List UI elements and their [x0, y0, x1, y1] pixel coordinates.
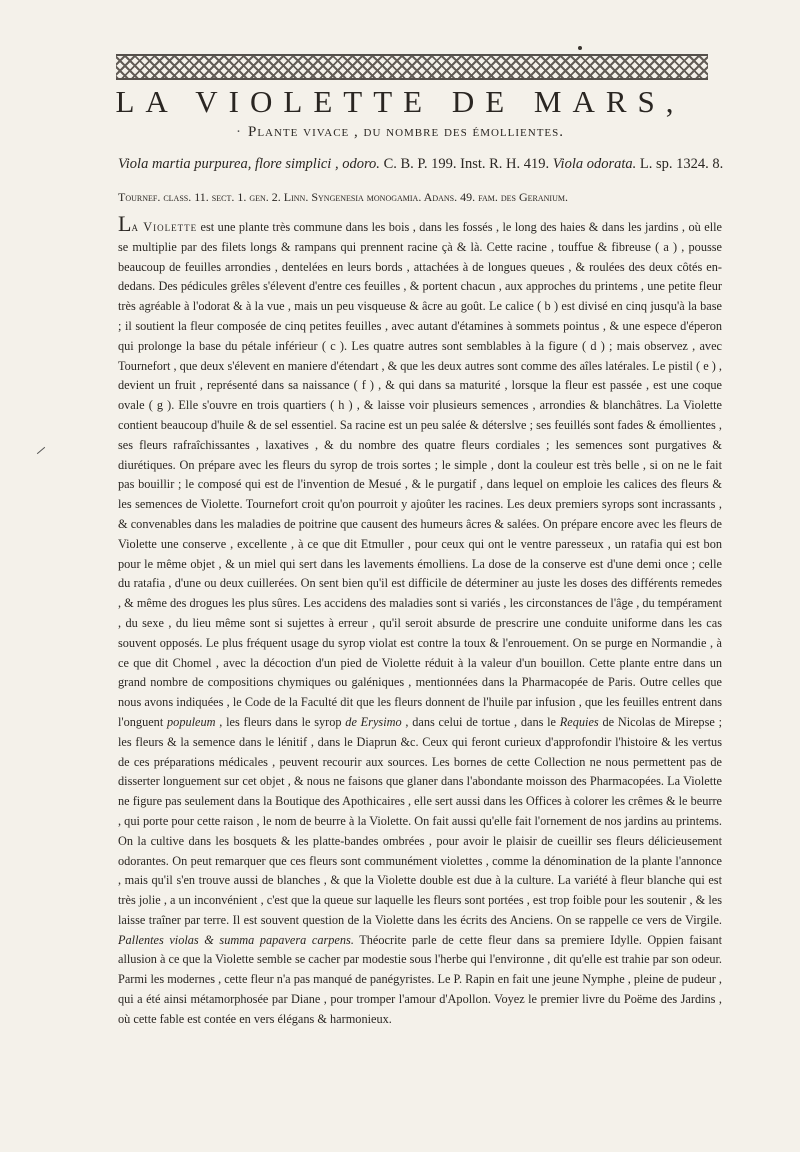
page-subtitle: [0, 124, 800, 141]
subtitle-text: Plante vivace , du nombre des émollientes.: [247, 124, 564, 140]
emphasis-populeum: populeum: [167, 714, 216, 729]
synonym-name-2: Viola odorata.: [552, 156, 637, 172]
synonym-name-1: Viola martia purpurea, flore simplici , odoro.: [118, 156, 380, 172]
body-text-1: est une plante très commune dans les bois , dans les fossés , le long des haies & dans les jardins , où elle se multiplie par des filets longs & rampans qui prennent racine çà & là. Cette racine , touffue & fibreuse ( a ) , pousse beaucoup de feuilles arrondies , dentelées en leurs bords , attachées à de longues queues , & roulées des deux côtés en-dedans. Des pédicules grêles s'élevent d'entre ces feuilles , & portent chacun , aux approches du printems , une petite fleur très agréable à l'odorat & à la vue , mais un peu visqueuse & âcre au goût. Le calice ( b ) est divisé en cinq jusqu'à la base ; il soutient la fleur composée de cinq petites feuilles , avec autant d'étamines à sommets pointus , & une espece d'éperon qui prolonge la base du pétale inférieur ( c ). Les quatre autres sont semblables à la figure ( d ) ; mais observez , avec Tournefort , que deux s'élevent en maniere d'étendart , & que les deux autres sont comme des aîles latérales. Le pistil ( e ) , devient un fruit , représenté dans sa naissance ( f ) , & qui dans sa maturité , lorsque la fleur est passée , est une coque ovale ( g ). Elle s'ouvre en trois quartiers ( h ) , & laisse voir plusieurs semences , arrondies & blanchâtres. La Violette contient beaucoup d'huile & de sel essentiel. Sa racine est un peu salée & déterslve ; ses feuillés sont fades & émollientes , ses fleurs rafraîchissantes , laxatives , & du nombre des quatre fleurs cordiales ; les semences sont purgatives & diurétiques. On prépare avec les fleurs du syrop de trois sortes ; le simple , dont la couleur est très belle , si on ne le fait pas bouillir ; le composé qui est de l'invention de Mesué , & le purgatif , dans lequel on emploie les calices des fleurs & les semences de Violette. Tournefort croit qu'on pourroit y ajoûter les racines. Les deux premiers syrops sont incrassants , & convenables dans les maladies de poitrine que causent des humeurs âcres & salées. On prépare encore avec les fleurs de Violette une conserve , excellente , à ce que dit Etmuller , pour ceux qui ont le ventre paresseux , un ratafia qui est bon pour le même objet , & un miel qui sert dans les lavements émolliens. La dose de la conserve est d'une demi once ; celle du ratafia , d'une ou deux cuillerées. On sent bien qu'il est difficile de déterminer au juste les doses des différents remedes , & même des drogues les plus sûres. Les accidens des maladies sont si variés , les circonstances de l'âge , du tempérament , du sexe , du lieu même sont si sujettes à erreur , qu'il seroit absurde de prescrire une conduite uniforme dans les cas souvent opposés. Le plus fréquent usage du syrop violat est contre la toux & l'enrouement. On se purge en Normandie , à ce que dit Chomel , avec la décoction d'un pied de Violette réduit à la valeur d'un bouillon. Cette plante entre dans un grand nombre de compositions chymiques ou galéniques , mentionnées dans la Pharmacopée de Paris. Outre celles que nous avons indiquées , le Code de la Faculté dit que les fleurs donnent de l'huile par infusion , que les feuilles entrent dans l'onguent: [118, 220, 723, 729]
synonym-ref-2: L. sp. 1324. 8.: [639, 156, 724, 172]
body-text-2: , les fleurs dans le syrop: [215, 714, 346, 729]
body-text-5: Théocrite parle de cette fleur dans sa premiere Idylle. Oppien faisant allusion à ce que la Violette semble se cacher par modestie sous l'herbe qui l'environne , dit qu'elle est trahie par son odeur. Parmi les modernes , cette fleur n'a pas manqué de panégyristes. Le P. Rapin en fait une jeune Nymphe , pleine de pudeur , qui a été ainsi métamorphosée par Diane , pour tromper l'amour d'Apollon. Voyez le premier livre du Poëme des Jardins , où cette fable est contée en vers élégans & harmonieux.: [118, 932, 722, 1026]
virgil-quote: Pallentes violas & summa papavera carpens.: [118, 932, 354, 947]
emphasis-erysimo: de Erysimo: [345, 714, 402, 729]
bullet-mark: ·: [235, 124, 242, 140]
drop-cap: L: [118, 211, 132, 236]
synonym-ref-1: C. B. P. 199. Inst. R. H. 419.: [383, 156, 550, 172]
classification-line: Tournef. class. 11. sect. 1. gen. 2. Linn. Syngenesia monogamia. Adans. 49. fam. des Geranium.: [118, 190, 568, 204]
page-title: LA VIOLETTE DE MARS,: [115, 84, 685, 119]
synonymy-line: [118, 156, 722, 173]
ornamental-headband: [116, 54, 708, 80]
body-text-4: de Nicolas de Mirepse ; les fleurs & la semence dans le lénitif , dans le Diaprun &c. Ceux qui feront curieux d'approfondir l'histoire & les vertus de ces préparations médicales , peuvent recourir aux sources. Les bornes de cette Collection ne nous permettent pas de disserter longuement sur cet objet , & nous ne faisons que glaner dans l'abondante moisson des Pharmacopées. La Violette ne figure pas seulement dans la Boutique des Apothicaires , elle sert aussi dans les Offices à colorer les crêmes & le beurre , qui porte pour cette raison , le nom de beurre à la Violette. On fait aussi qu'elle fait l'ornement de nos jardins au printems. On la cultive dans les bosquets & les platte-bandes ombrées , pour avoir le plaisir de cueillir ses fleurs délicieusement odorantes. On peut remarquer que ces fleurs sont communément violettes , comme la dénomination de la plante l'annonce , mais qu'il s'en trouve aussi de blanches , & que la Violette double est due à la culture. La variété à fleur blanche qui est très jolie , a un inconvénient , c'est que la queue sur laquelle les fleurs sont portées , est trop foible pour les soutenir , & les laisse traîner par terre. Il est souvent question de la Violette dans les écrits des Anciens. On se rappelle ce vers de Virgile.: [118, 714, 722, 927]
ornament-dot: [578, 46, 582, 50]
emphasis-requies: Requies: [559, 714, 599, 729]
body-paragraph: [118, 213, 722, 1030]
margin-pencil-mark: [37, 447, 45, 454]
lead-words: a Violette: [131, 220, 198, 234]
body-text-3: , dans celui de tortue , dans le: [401, 714, 560, 729]
